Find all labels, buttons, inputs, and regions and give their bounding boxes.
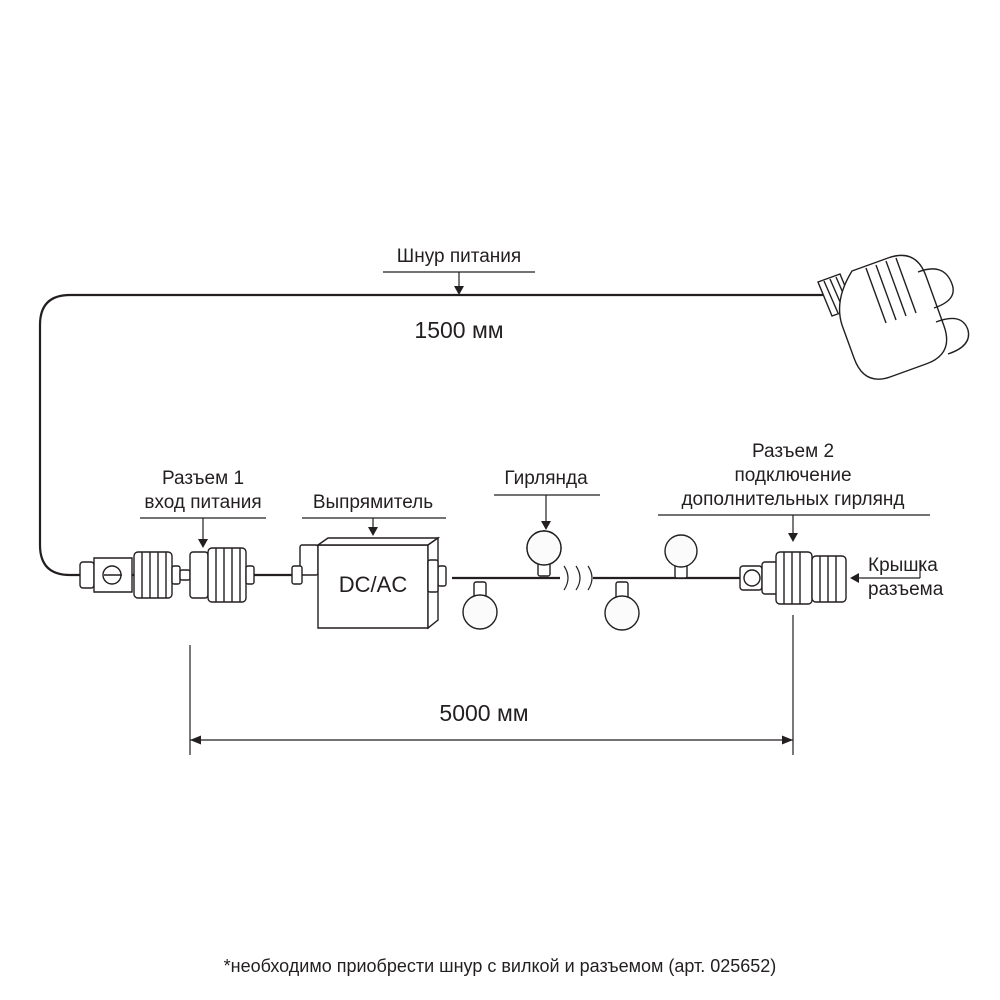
garland-callout [494,468,600,530]
footnote: *необходимо приобрести шнур с вилкой и разъемом (арт. 025652) [223,956,777,976]
connector-2-with-cap [740,552,846,604]
connector-1-power-input [80,552,190,598]
connector-1-label-line2: вход питания [144,492,262,513]
cap-label-line2: разъема [868,579,944,600]
connector-2-label-line1: Разъем 2 [751,441,835,462]
power-cord-callout [383,246,535,295]
total-length-dimension [190,615,793,755]
rectifier-callout [302,492,446,536]
cord-length-label: 1500 мм [414,317,504,343]
rectifier-box [292,538,446,628]
power-cord-label: Шнур питания [396,246,522,267]
bulb-down-2 [605,582,639,630]
connector-2-label-line3: дополнительных гирлянд [681,489,905,510]
cap-label-line1: Крышка [868,555,938,576]
connector-2-label-line2: подключение [734,465,852,486]
garland-label: Гирлянда [504,468,588,489]
total-length-label: 5000 мм [439,700,529,726]
string-break-marks [564,566,592,590]
connector-1-callout [140,468,266,548]
rectifier-body-label: DC/AC [338,572,408,597]
connector-2-callout [658,441,930,542]
bulb-down-1 [463,582,497,629]
bulb-up-1 [527,531,561,576]
mains-plug [818,255,969,379]
bulb-up-2 [665,535,697,578]
input-coupler [190,548,254,602]
connector-1-label-line1: Разъем 1 [161,468,245,489]
cap-callout [850,555,944,600]
rectifier-label: Выпрямитель [312,492,434,513]
